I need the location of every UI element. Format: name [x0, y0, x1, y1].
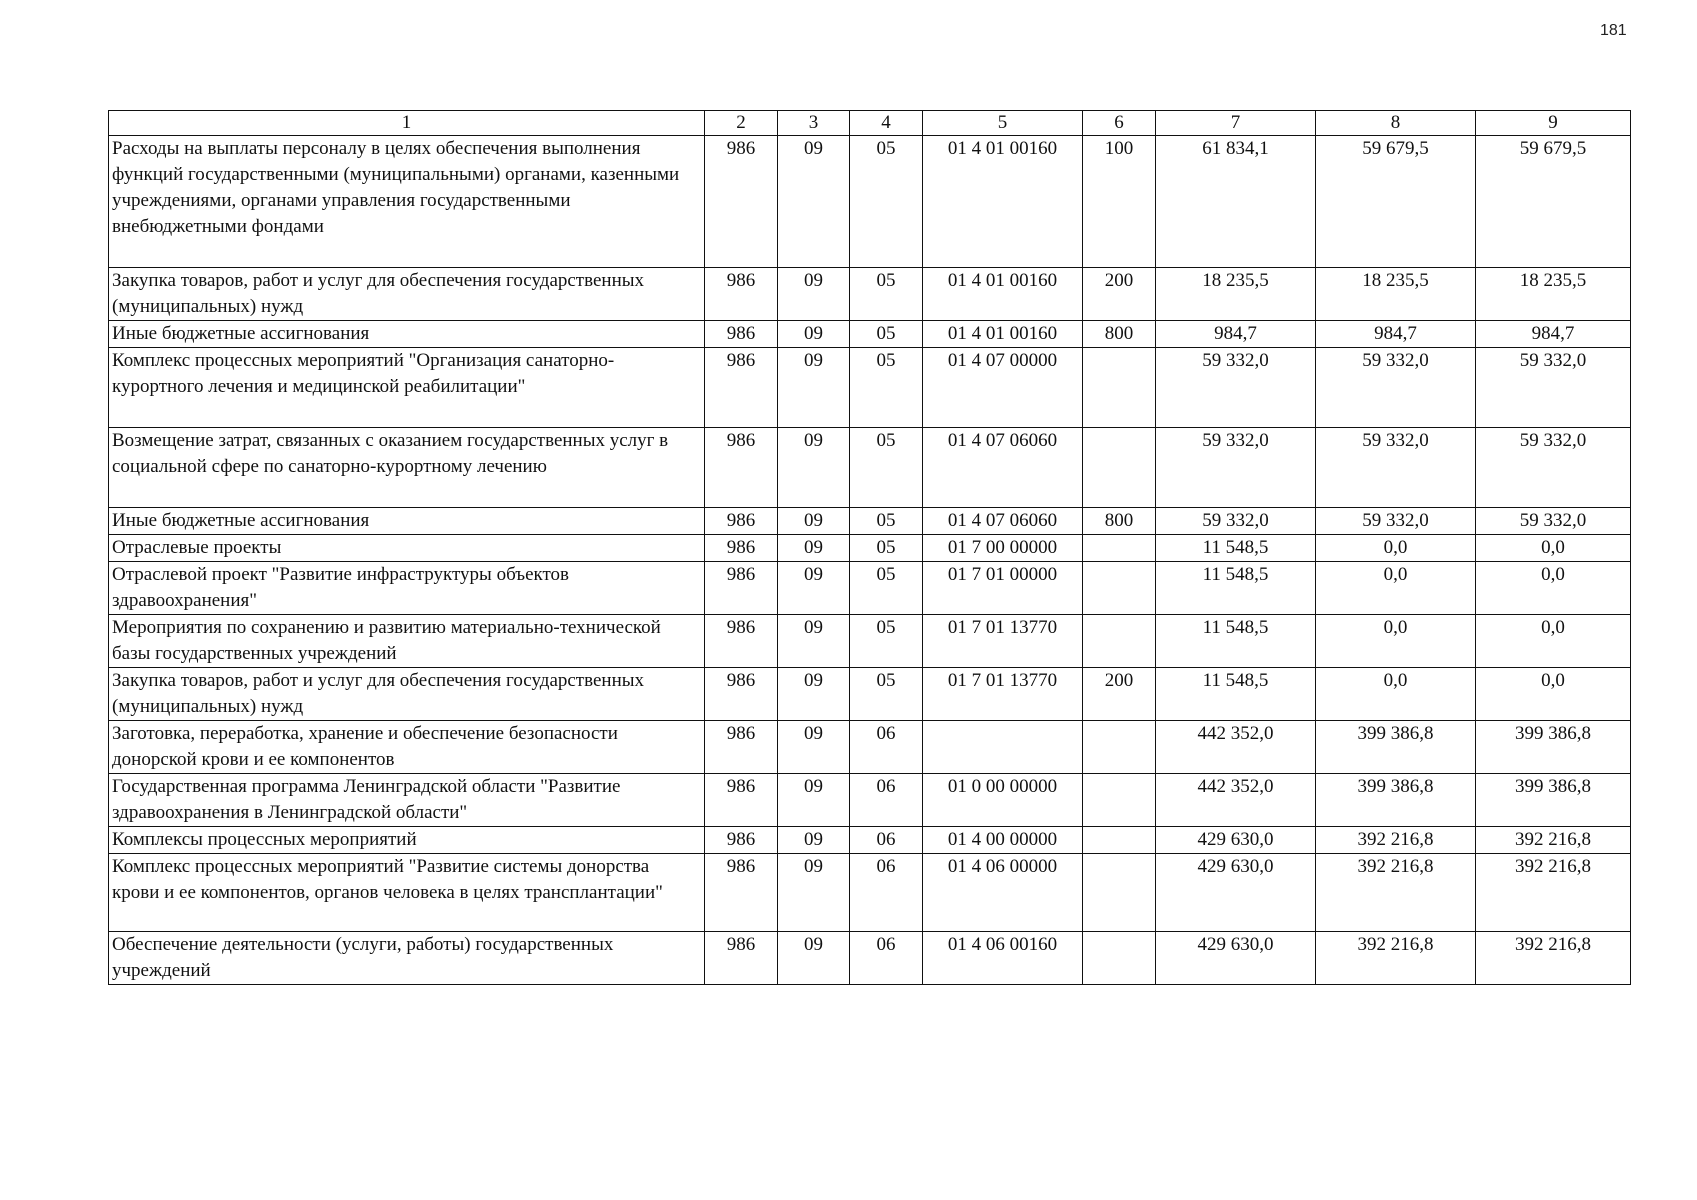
cell-col3: 09	[778, 774, 850, 827]
cell-col6	[1083, 774, 1156, 827]
cell-col4: 05	[850, 615, 923, 668]
cell-col2: 986	[705, 932, 778, 985]
cell-col2: 986	[705, 268, 778, 321]
cell-col9: 0,0	[1476, 615, 1631, 668]
cell-col5: 01 4 01 00160	[923, 268, 1083, 321]
column-header: 3	[778, 111, 850, 136]
cell-col9: 392 216,8	[1476, 827, 1631, 854]
column-header: 7	[1156, 111, 1316, 136]
row-name: Комплекс процессных мероприятий "Организация санаторно-курортного лечения и медицинской реабилитации"	[109, 348, 705, 428]
cell-col4: 05	[850, 321, 923, 348]
cell-col8: 0,0	[1316, 668, 1476, 721]
cell-col9: 399 386,8	[1476, 774, 1631, 827]
cell-col5: 01 4 01 00160	[923, 321, 1083, 348]
cell-col9: 984,7	[1476, 321, 1631, 348]
cell-col8: 392 216,8	[1316, 827, 1476, 854]
row-name: Комплексы процессных мероприятий	[109, 827, 705, 854]
cell-col5: 01 4 06 00160	[923, 932, 1083, 985]
cell-col8: 59 679,5	[1316, 136, 1476, 268]
cell-col4: 05	[850, 348, 923, 428]
cell-col2: 986	[705, 136, 778, 268]
table-row	[109, 321, 1631, 348]
cell-col4: 06	[850, 827, 923, 854]
cell-col5: 01 4 01 00160	[923, 136, 1083, 268]
cell-col7: 442 352,0	[1156, 774, 1316, 827]
cell-col4: 05	[850, 668, 923, 721]
cell-col5: 01 7 01 00000	[923, 562, 1083, 615]
cell-col8: 59 332,0	[1316, 428, 1476, 508]
cell-col8: 59 332,0	[1316, 508, 1476, 535]
table-row	[109, 535, 1631, 562]
cell-col2: 986	[705, 428, 778, 508]
row-name: Государственная программа Ленинградской области "Развитие здравоохранения в Ленинградской области"	[109, 774, 705, 827]
cell-col6: 200	[1083, 668, 1156, 721]
cell-col6	[1083, 827, 1156, 854]
row-name: Закупка товаров, работ и услуг для обеспечения государственных (муниципальных) нужд	[109, 668, 705, 721]
cell-col4: 05	[850, 428, 923, 508]
row-name: Иные бюджетные ассигнования	[109, 321, 705, 348]
table-row	[109, 268, 1631, 321]
cell-col7: 429 630,0	[1156, 827, 1316, 854]
row-name: Возмещение затрат, связанных с оказанием государственных услуг в социальной сфере по санаторно-курортному лечению	[109, 428, 705, 508]
table-row	[109, 508, 1631, 535]
cell-col9: 0,0	[1476, 668, 1631, 721]
cell-col7: 11 548,5	[1156, 668, 1316, 721]
cell-col3: 09	[778, 827, 850, 854]
cell-col9: 18 235,5	[1476, 268, 1631, 321]
table-row	[109, 932, 1631, 985]
cell-col5: 01 0 00 00000	[923, 774, 1083, 827]
cell-col8: 984,7	[1316, 321, 1476, 348]
table-row	[109, 562, 1631, 615]
cell-col6	[1083, 854, 1156, 932]
cell-col8: 392 216,8	[1316, 932, 1476, 985]
column-header: 9	[1476, 111, 1631, 136]
cell-col7: 59 332,0	[1156, 508, 1316, 535]
cell-col7: 59 332,0	[1156, 428, 1316, 508]
cell-col3: 09	[778, 932, 850, 985]
cell-col4: 05	[850, 562, 923, 615]
cell-col7: 442 352,0	[1156, 721, 1316, 774]
cell-col5: 01 7 01 13770	[923, 668, 1083, 721]
cell-col9: 392 216,8	[1476, 854, 1631, 932]
row-name: Комплекс процессных мероприятий "Развитие системы донорства крови и ее компонентов, органов человека в целях трансплантации"	[109, 854, 705, 932]
table-row	[109, 428, 1631, 508]
cell-col7: 61 834,1	[1156, 136, 1316, 268]
cell-col2: 986	[705, 721, 778, 774]
cell-col5: 01 4 00 00000	[923, 827, 1083, 854]
cell-col8: 59 332,0	[1316, 348, 1476, 428]
table-row	[109, 854, 1631, 932]
row-name: Обеспечение деятельности (услуги, работы) государственных учреждений	[109, 932, 705, 985]
cell-col2: 986	[705, 321, 778, 348]
cell-col7: 11 548,5	[1156, 562, 1316, 615]
cell-col6: 100	[1083, 136, 1156, 268]
cell-col3: 09	[778, 321, 850, 348]
row-name: Расходы на выплаты персоналу в целях обеспечения выполнения функций государственными (муниципальными) органами, казенными учреждениями, органами управления государственными внебюджетными фондами	[109, 136, 705, 268]
cell-col8: 0,0	[1316, 615, 1476, 668]
cell-col5: 01 4 06 00000	[923, 854, 1083, 932]
cell-col7: 429 630,0	[1156, 932, 1316, 985]
cell-col8: 18 235,5	[1316, 268, 1476, 321]
cell-col9: 59 332,0	[1476, 428, 1631, 508]
page-number: 181	[1600, 22, 1627, 39]
cell-col6: 800	[1083, 321, 1156, 348]
cell-col3: 09	[778, 854, 850, 932]
cell-col4: 06	[850, 774, 923, 827]
cell-col6: 800	[1083, 508, 1156, 535]
cell-col2: 986	[705, 508, 778, 535]
table-row	[109, 827, 1631, 854]
cell-col8: 392 216,8	[1316, 854, 1476, 932]
column-header: 4	[850, 111, 923, 136]
cell-col5	[923, 721, 1083, 774]
cell-col7: 11 548,5	[1156, 615, 1316, 668]
cell-col9: 59 332,0	[1476, 508, 1631, 535]
cell-col4: 06	[850, 721, 923, 774]
table-row	[109, 136, 1631, 268]
cell-col6	[1083, 615, 1156, 668]
row-name: Отраслевой проект "Развитие инфраструктуры объектов здравоохранения"	[109, 562, 705, 615]
cell-col2: 986	[705, 854, 778, 932]
cell-col3: 09	[778, 348, 850, 428]
cell-col5: 01 4 07 06060	[923, 428, 1083, 508]
cell-col3: 09	[778, 562, 850, 615]
cell-col2: 986	[705, 827, 778, 854]
cell-col2: 986	[705, 348, 778, 428]
table-row	[109, 615, 1631, 668]
cell-col6	[1083, 721, 1156, 774]
cell-col2: 986	[705, 615, 778, 668]
cell-col4: 06	[850, 854, 923, 932]
table-row	[109, 774, 1631, 827]
cell-col2: 986	[705, 535, 778, 562]
cell-col6: 200	[1083, 268, 1156, 321]
cell-col6	[1083, 932, 1156, 985]
cell-col7: 18 235,5	[1156, 268, 1316, 321]
table-row	[109, 668, 1631, 721]
cell-col8: 399 386,8	[1316, 721, 1476, 774]
column-header: 6	[1083, 111, 1156, 136]
cell-col3: 09	[778, 508, 850, 535]
column-header: 1	[109, 111, 705, 136]
table-row	[109, 721, 1631, 774]
row-name: Закупка товаров, работ и услуг для обеспечения государственных (муниципальных) нужд	[109, 268, 705, 321]
cell-col4: 05	[850, 136, 923, 268]
cell-col3: 09	[778, 428, 850, 508]
cell-col5: 01 4 07 06060	[923, 508, 1083, 535]
cell-col3: 09	[778, 615, 850, 668]
cell-col7: 984,7	[1156, 321, 1316, 348]
row-name: Мероприятия по сохранению и развитию материально-технической базы государственных учреждений	[109, 615, 705, 668]
row-name: Иные бюджетные ассигнования	[109, 508, 705, 535]
column-header: 5	[923, 111, 1083, 136]
cell-col5: 01 4 07 00000	[923, 348, 1083, 428]
cell-col5: 01 7 00 00000	[923, 535, 1083, 562]
table-row	[109, 348, 1631, 428]
header-row	[109, 111, 1631, 136]
cell-col3: 09	[778, 535, 850, 562]
budget-table	[108, 110, 1631, 985]
cell-col9: 399 386,8	[1476, 721, 1631, 774]
cell-col9: 0,0	[1476, 535, 1631, 562]
cell-col8: 0,0	[1316, 535, 1476, 562]
cell-col4: 05	[850, 508, 923, 535]
cell-col8: 399 386,8	[1316, 774, 1476, 827]
cell-col6	[1083, 428, 1156, 508]
cell-col8: 0,0	[1316, 562, 1476, 615]
cell-col3: 09	[778, 668, 850, 721]
cell-col3: 09	[778, 136, 850, 268]
cell-col2: 986	[705, 668, 778, 721]
cell-col4: 06	[850, 932, 923, 985]
cell-col3: 09	[778, 721, 850, 774]
cell-col7: 11 548,5	[1156, 535, 1316, 562]
cell-col7: 429 630,0	[1156, 854, 1316, 932]
row-name: Заготовка, переработка, хранение и обеспечение безопасности донорской крови и ее компонентов	[109, 721, 705, 774]
cell-col9: 59 332,0	[1476, 348, 1631, 428]
cell-col6	[1083, 562, 1156, 615]
column-header: 2	[705, 111, 778, 136]
cell-col6	[1083, 535, 1156, 562]
cell-col5: 01 7 01 13770	[923, 615, 1083, 668]
cell-col7: 59 332,0	[1156, 348, 1316, 428]
column-header: 8	[1316, 111, 1476, 136]
cell-col9: 392 216,8	[1476, 932, 1631, 985]
cell-col6	[1083, 348, 1156, 428]
cell-col4: 05	[850, 535, 923, 562]
cell-col9: 0,0	[1476, 562, 1631, 615]
cell-col9: 59 679,5	[1476, 136, 1631, 268]
cell-col4: 05	[850, 268, 923, 321]
cell-col2: 986	[705, 562, 778, 615]
cell-col2: 986	[705, 774, 778, 827]
cell-col3: 09	[778, 268, 850, 321]
row-name: Отраслевые проекты	[109, 535, 705, 562]
